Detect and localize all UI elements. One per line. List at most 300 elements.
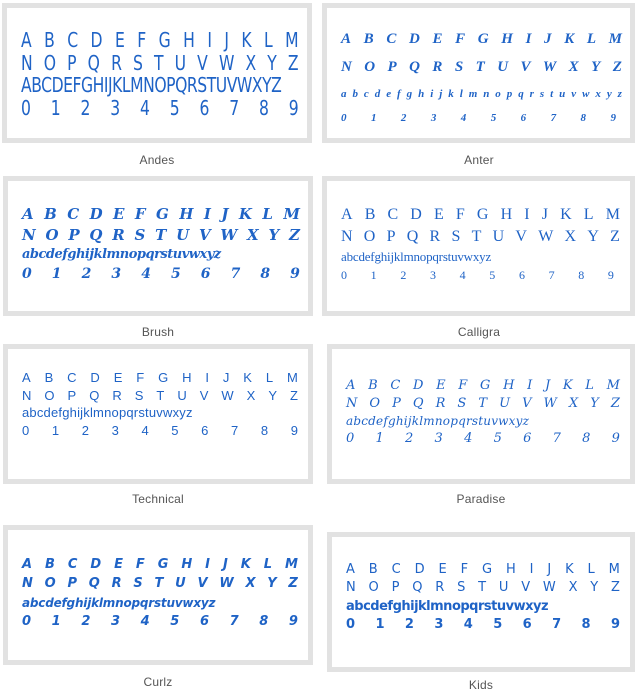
glyph: Y — [267, 50, 277, 75]
glyph: 7 — [231, 422, 239, 438]
glyph: E — [114, 28, 125, 52]
glyph: O — [369, 396, 381, 411]
glyph: D — [89, 205, 103, 223]
glyph: 2 — [400, 111, 407, 124]
glyph: Q — [88, 576, 100, 592]
glyph: O — [368, 580, 379, 596]
glyph: V — [521, 580, 531, 596]
glyph: N — [22, 225, 36, 244]
glyph: 6 — [523, 431, 532, 446]
glyph: k — [448, 87, 454, 100]
glyph: N — [22, 387, 32, 403]
font-card-curlz[interactable] — [3, 525, 313, 665]
glyph: J — [547, 562, 552, 577]
glyph: 4 — [140, 613, 150, 629]
glyph: Y — [590, 580, 599, 596]
glyph: 9 — [290, 422, 298, 438]
glyph: W — [542, 580, 556, 596]
glyph: 7 — [229, 613, 239, 629]
lowercase-row: abcdefghijklmnopqrstuvwxyz — [22, 405, 193, 421]
glyph: W — [218, 50, 235, 75]
glyph: 0 — [22, 265, 32, 282]
glyph: u — [559, 87, 566, 100]
glyph: W — [221, 387, 234, 403]
glyph: A — [21, 28, 32, 52]
digits-row — [346, 432, 620, 445]
glyph: N — [22, 576, 33, 592]
glyph: A — [341, 31, 352, 47]
font-name-anter: Anter — [464, 153, 494, 167]
glyph: 8 — [580, 111, 586, 124]
glyph: G — [156, 205, 169, 223]
font-name-brush: Brush — [141, 325, 175, 339]
glyph: S — [134, 387, 144, 403]
glyph: c — [363, 87, 369, 100]
glyph: 0 — [22, 613, 32, 629]
glyph: n — [483, 87, 490, 100]
digits-row — [22, 424, 298, 437]
glyph: M — [608, 562, 620, 577]
uppercase-row-2 — [21, 50, 299, 75]
glyph: 2 — [404, 616, 414, 632]
glyph: J — [541, 206, 548, 223]
glyph: 8 — [259, 613, 269, 629]
glyph: 3 — [110, 613, 121, 629]
glyph: N — [341, 59, 352, 76]
glyph: B — [364, 206, 376, 223]
glyph: H — [505, 562, 516, 577]
glyph: Y — [268, 387, 278, 403]
uppercase-row-2 — [341, 60, 622, 75]
glyph: S — [133, 576, 143, 592]
glyph: B — [368, 378, 378, 393]
glyph: Z — [287, 50, 299, 75]
glyph: 9 — [610, 111, 616, 124]
glyph: B — [44, 370, 54, 385]
glyph: D — [410, 206, 422, 223]
glyph: O — [364, 59, 376, 76]
glyph: 4 — [139, 95, 150, 120]
glyph: 0 — [346, 431, 355, 446]
glyph: O — [44, 387, 55, 403]
glyph: 8 — [258, 95, 269, 120]
glyph: N — [21, 50, 33, 75]
glyph: 0 — [341, 111, 347, 124]
uppercase-row-1 — [22, 371, 298, 384]
glyph: t — [550, 87, 554, 100]
glyph: 6 — [200, 265, 211, 282]
glyph: 5 — [489, 267, 496, 282]
glyph: Y — [267, 576, 277, 592]
uppercase-row-2 — [22, 225, 300, 244]
glyph: 4 — [141, 265, 151, 282]
glyph: P — [67, 387, 77, 403]
glyph: V — [522, 396, 532, 411]
glyph: T — [155, 225, 167, 244]
glyph: V — [520, 59, 531, 76]
glyph: 8 — [578, 267, 585, 282]
glyph: 7 — [552, 616, 562, 632]
glyph: I — [207, 28, 212, 52]
lowercase-row: ABCDEFGHIJKLMNOPQRSTUVWXYZ — [21, 73, 282, 98]
glyph: R — [112, 225, 125, 244]
font-name-curlz: Curlz — [143, 675, 173, 689]
glyph: Z — [288, 576, 298, 592]
glyph: S — [133, 50, 143, 75]
font-card-kids[interactable] — [327, 532, 635, 672]
glyph: Q — [406, 227, 419, 245]
glyph: Q — [89, 387, 100, 403]
glyph: p — [506, 87, 513, 100]
lowercase-row: abcdefghijklmnopqrstuvwxyz — [22, 247, 221, 263]
glyph: V — [197, 50, 208, 75]
glyph: E — [432, 31, 443, 47]
glyph: C — [391, 562, 401, 577]
glyph: P — [391, 580, 400, 596]
glyph: C — [67, 205, 80, 223]
glyph: 1 — [51, 265, 62, 282]
glyph: F — [137, 28, 147, 52]
glyph: H — [181, 557, 193, 572]
glyph: X — [245, 576, 256, 592]
glyph: S — [457, 396, 467, 411]
glyph: 2 — [81, 265, 92, 282]
glyph: F — [460, 562, 469, 577]
glyph: 8 — [582, 431, 591, 446]
glyph: T — [471, 227, 482, 245]
glyph: Q — [409, 59, 420, 76]
glyph: N — [346, 580, 356, 596]
glyph: Z — [610, 396, 620, 411]
glyph: S — [457, 580, 466, 596]
glyph: q — [518, 87, 524, 100]
uppercase-row-1 — [341, 207, 620, 223]
glyph: 7 — [230, 265, 241, 282]
glyph: B — [45, 557, 55, 572]
glyph: 1 — [370, 111, 377, 124]
glyph: 5 — [493, 616, 503, 632]
glyph: U — [497, 59, 509, 76]
glyph: 0 — [21, 95, 31, 120]
glyph: G — [476, 206, 489, 223]
uppercase-row-1 — [21, 30, 299, 50]
glyph: F — [455, 31, 466, 47]
glyph: i — [430, 87, 434, 100]
glyph: 4 — [459, 267, 466, 282]
glyph: X — [247, 225, 259, 244]
font-sample-andes — [21, 30, 299, 118]
glyph: G — [480, 378, 491, 393]
glyph: I — [529, 562, 534, 577]
glyph: 2 — [81, 613, 91, 629]
glyph: X — [568, 59, 579, 76]
glyph: R — [435, 580, 445, 596]
glyph: 1 — [50, 95, 61, 120]
glyph: 3 — [110, 95, 121, 120]
glyph: C — [67, 28, 79, 52]
glyph: 8 — [260, 265, 271, 282]
glyph: Q — [412, 396, 424, 411]
glyph: E — [114, 557, 123, 572]
glyph: 2 — [81, 422, 89, 438]
uppercase-row-1 — [22, 207, 300, 222]
glyph: P — [386, 227, 396, 245]
glyph: T — [154, 576, 164, 592]
lowercase-row: abcdefghijklmnopqrstuvwxyz — [341, 249, 492, 265]
glyph: C — [390, 378, 401, 393]
glyph: A — [346, 562, 355, 577]
glyph: K — [238, 205, 252, 223]
glyph: R — [112, 387, 122, 403]
glyph: U — [176, 225, 190, 244]
glyph: D — [408, 31, 420, 47]
glyph: J — [222, 370, 230, 385]
glyph: H — [183, 28, 195, 52]
glyph: 7 — [552, 431, 561, 446]
glyph: V — [197, 576, 208, 592]
glyph: A — [346, 378, 356, 393]
glyph: 1 — [51, 613, 61, 629]
glyph: X — [568, 396, 579, 411]
glyph: V — [198, 225, 211, 244]
glyph: 6 — [522, 616, 532, 632]
glyph: R — [435, 396, 446, 411]
glyph: Z — [290, 387, 298, 403]
glyph: r — [529, 87, 534, 100]
glyph: 0 — [22, 422, 30, 438]
glyph: Z — [610, 227, 620, 245]
glyph: E — [433, 206, 444, 223]
glyph: 2 — [405, 431, 414, 446]
glyph: T — [478, 396, 488, 411]
glyph: o — [495, 87, 501, 100]
uppercase-row-1 — [22, 558, 298, 571]
glyph: A — [22, 205, 34, 223]
font-card-paradise[interactable] — [327, 344, 635, 484]
glyph: A — [341, 206, 353, 223]
lowercase-row: abcdefghijklmnopqrstuvwxyz — [346, 414, 530, 428]
glyph: F — [135, 557, 145, 572]
font-name-technical: Technical — [132, 492, 184, 506]
glyph: f — [397, 87, 401, 100]
glyph: L — [262, 205, 273, 223]
glyph: 6 — [518, 267, 525, 282]
font-sample-calligra — [341, 207, 620, 281]
glyph: X — [568, 580, 578, 596]
glyph: 9 — [610, 616, 620, 632]
glyph: I — [205, 370, 210, 385]
glyph: l — [459, 87, 463, 100]
uppercase-row-2 — [346, 581, 620, 594]
glyph: m — [468, 87, 478, 100]
glyph: D — [412, 378, 424, 393]
glyph: L — [583, 206, 594, 223]
glyph: M — [285, 28, 299, 52]
glyph: C — [386, 31, 397, 47]
glyph: F — [134, 205, 146, 223]
glyph: B — [363, 31, 374, 47]
glyph: H — [182, 370, 192, 385]
glyph: a — [341, 87, 347, 100]
glyph: W — [220, 225, 238, 244]
font-card-anter[interactable] — [322, 3, 635, 143]
glyph: R — [432, 59, 443, 76]
glyph: W — [219, 576, 234, 592]
glyph: N — [346, 396, 358, 411]
glyph: H — [179, 205, 194, 223]
glyph: C — [67, 557, 78, 572]
glyph: 4 — [464, 431, 473, 446]
glyph: 3 — [111, 265, 122, 282]
glyph: R — [111, 50, 122, 75]
glyph: E — [113, 205, 125, 223]
glyph: J — [544, 31, 552, 47]
glyph: 5 — [170, 613, 180, 629]
glyph: 3 — [429, 267, 436, 282]
glyph: 6 — [520, 111, 527, 124]
glyph: L — [264, 28, 273, 52]
uppercase-row-1 — [346, 563, 620, 576]
glyph: 7 — [550, 111, 557, 124]
glyph: R — [429, 227, 441, 245]
glyph: 1 — [370, 267, 377, 282]
glyph: I — [203, 205, 211, 223]
glyph: g — [406, 87, 413, 100]
glyph: 9 — [288, 95, 299, 120]
font-name-calligra: Calligra — [457, 325, 501, 339]
glyph: W — [543, 396, 557, 411]
glyph: 2 — [80, 95, 91, 120]
digits-row — [21, 95, 299, 120]
font-card-calligra[interactable] — [322, 176, 635, 316]
glyph: Y — [591, 59, 601, 76]
glyph: 0 — [341, 267, 347, 282]
glyph: G — [157, 557, 169, 572]
font-name-paradise: Paradise — [456, 492, 506, 506]
font-card-brush[interactable] — [3, 176, 313, 316]
font-card-andes[interactable] — [2, 3, 312, 143]
glyph: G — [481, 562, 493, 577]
font-card-technical[interactable] — [3, 344, 313, 484]
glyph: P — [67, 576, 78, 592]
glyph: S — [454, 59, 464, 76]
glyph: 5 — [170, 265, 181, 282]
glyph: T — [478, 580, 487, 596]
glyph: M — [606, 378, 620, 393]
uppercase-row-2 — [346, 397, 620, 410]
glyph: L — [265, 370, 274, 385]
glyph: j — [439, 87, 443, 100]
font-sample-curlz — [22, 558, 298, 628]
glyph: S — [451, 227, 461, 245]
glyph: w — [582, 87, 590, 100]
glyph: P — [68, 225, 80, 244]
glyph: P — [387, 59, 397, 76]
glyph: E — [113, 370, 123, 385]
glyph: S — [134, 225, 146, 244]
glyph: M — [283, 205, 300, 223]
glyph: V — [199, 387, 209, 403]
glyph: I — [525, 31, 532, 47]
glyph: O — [363, 227, 376, 245]
glyph: D — [90, 557, 102, 572]
glyph: K — [564, 31, 575, 47]
glyph: G — [477, 31, 489, 47]
glyph: 3 — [434, 431, 443, 446]
glyph: B — [44, 205, 57, 223]
glyph: K — [565, 562, 574, 577]
glyph: H — [501, 31, 513, 47]
uppercase-row-1 — [346, 379, 620, 392]
glyph: X — [245, 50, 257, 75]
glyph: Y — [268, 225, 280, 244]
glyph: L — [586, 31, 597, 47]
uppercase-row-2 — [341, 229, 620, 245]
font-sample-technical — [22, 371, 298, 437]
glyph: U — [175, 576, 186, 592]
glyph: 7 — [229, 95, 240, 120]
glyph: P — [67, 50, 77, 75]
glyph: 2 — [400, 267, 407, 282]
glyph: C — [387, 206, 399, 223]
glyph: I — [205, 557, 211, 572]
digits-row — [341, 269, 620, 281]
glyph: K — [562, 378, 573, 393]
glyph: R — [111, 576, 122, 592]
glyph: 8 — [260, 422, 269, 438]
glyph: O — [44, 576, 56, 592]
glyph: Q — [87, 50, 100, 75]
glyph: s — [539, 87, 545, 100]
glyph: D — [90, 28, 103, 52]
glyph: 1 — [375, 616, 385, 632]
font-sample-paradise — [346, 379, 620, 445]
glyph: Q — [412, 580, 423, 596]
glyph: Z — [288, 225, 300, 244]
glyph: U — [498, 580, 509, 596]
lowercase-row: abcdefghijklmnopqrstuvwxyz — [22, 595, 216, 610]
font-sample-kids — [346, 563, 620, 631]
glyph: 9 — [611, 431, 620, 446]
glyph: I — [524, 206, 530, 223]
glyph: U — [174, 50, 187, 75]
glyph: z — [617, 87, 622, 100]
glyph: 9 — [607, 267, 614, 282]
glyph: U — [499, 396, 511, 411]
glyph: 7 — [548, 267, 555, 282]
glyph: P — [392, 396, 401, 411]
glyph: 4 — [460, 111, 467, 124]
glyph: F — [458, 378, 468, 393]
glyph: K — [241, 28, 252, 52]
glyph: E — [438, 562, 447, 577]
glyph: 6 — [199, 613, 209, 629]
glyph: 5 — [490, 111, 497, 124]
glyph: M — [286, 370, 298, 385]
glyph: x — [595, 87, 601, 100]
glyph: 6 — [199, 95, 210, 120]
glyph: B — [44, 28, 55, 52]
glyph: A — [22, 370, 31, 385]
glyph: C — [67, 370, 77, 385]
glyph: J — [544, 378, 551, 393]
glyph: 4 — [141, 422, 149, 438]
glyph: W — [542, 59, 557, 76]
glyph: L — [587, 562, 595, 577]
glyph: U — [492, 227, 505, 245]
glyph: 1 — [51, 422, 60, 438]
glyph: v — [571, 87, 577, 100]
